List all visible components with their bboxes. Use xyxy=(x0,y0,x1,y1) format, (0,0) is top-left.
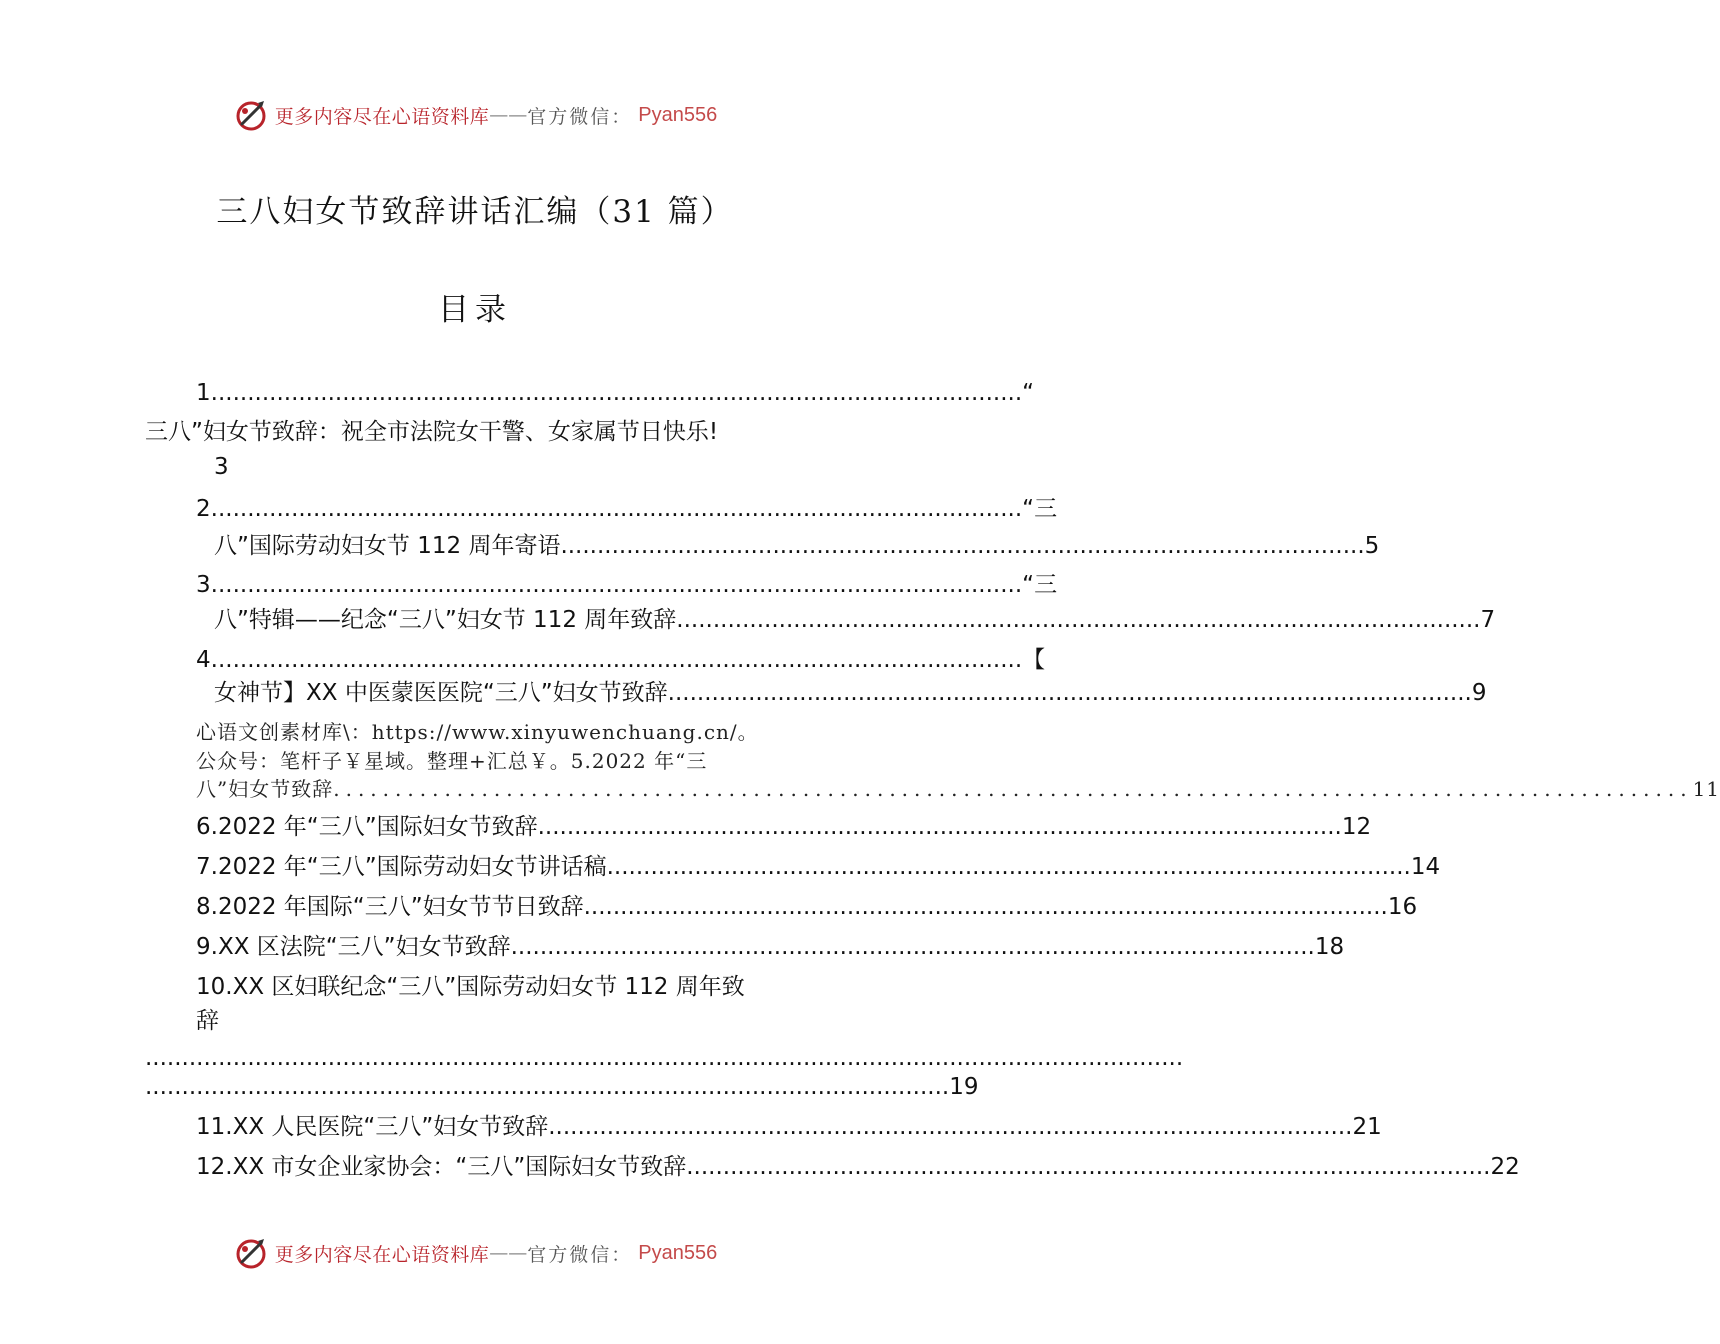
toc-leader-dots: .............................................................................................................. xyxy=(537,814,1342,840)
toc-entry-4-title: 女神节】XX 中医蒙医医院“三八”妇女节致辞 xyxy=(214,680,668,706)
toc-entry-6-page: 12 xyxy=(1341,814,1372,840)
toc-leader-dots: .............................................................................................................. xyxy=(583,894,1388,920)
toc-entry-2-line2[interactable] xyxy=(214,531,1380,561)
toc-entry-10-title-line2[interactable]: 辞 xyxy=(196,1008,219,1034)
toc-entry-6-title: 6.2022 年“三八”国际妇女节致辞 xyxy=(196,814,538,840)
toc-entry-3-title: 八”特辑——纪念“三八”妇女节 112 周年致辞 xyxy=(214,607,677,633)
toc-entry-5-account-line[interactable]: 公众号：笔杆子￥星域。整理+汇总￥。5.2022 年“三 xyxy=(196,749,708,773)
banner-sub-text: 官方微信： xyxy=(527,105,633,128)
banner-main-text: 更多内容尽在心语资料库 xyxy=(274,105,490,128)
toc-entry-2-title: 八”国际劳动妇女节 112 周年寄语 xyxy=(214,533,561,559)
toc-entry-7-title: 7.2022 年“三八”国际劳动妇女节讲话稿 xyxy=(196,854,607,880)
banner-main-text: 更多内容尽在心语资料库 xyxy=(274,1243,490,1266)
toc-leader-dots: .............................................................................................................................................. xyxy=(145,1045,1184,1071)
toc-entry-9-page: 18 xyxy=(1314,934,1345,960)
toc-entry-10-page: 19 xyxy=(949,1074,979,1100)
toc-entry-4-number: 4. xyxy=(196,647,218,673)
banner-wechat-id: Pyan556 xyxy=(638,103,718,126)
toc-leader-dots: .............................................................................................................. xyxy=(548,1114,1353,1140)
toc-entry-8[interactable] xyxy=(196,892,1418,922)
toc-leader-dots: .............................................................................................................. xyxy=(217,572,1023,598)
toc-entry-4-page: 9 xyxy=(1471,680,1487,706)
toc-entry-12-page: 22 xyxy=(1490,1154,1520,1180)
toc-entry-9-title: 9.XX 区法院“三八”妇女节致辞 xyxy=(196,934,511,960)
toc-entry-3-line2[interactable] xyxy=(214,605,1496,635)
toc-entry-10-page-line[interactable] xyxy=(145,1072,979,1102)
toc-entry-4-line2[interactable] xyxy=(214,678,1487,708)
document-title: 三八妇女节致辞讲话汇编（31 篇） xyxy=(216,194,734,230)
toc-entry-4-tail: 【 xyxy=(1022,647,1046,673)
banner-dash: —— xyxy=(489,1242,528,1264)
toc-entry-1-page: 3 xyxy=(214,454,229,480)
toc-entry-3-number: 3. xyxy=(196,572,218,598)
toc-leader-dots: .............................................................................................................. xyxy=(217,496,1023,522)
toc-entry-7-page: 14 xyxy=(1410,854,1441,880)
toc-entry-2-line1[interactable] xyxy=(196,494,1058,524)
toc-entry-2-number: 2. xyxy=(196,496,218,522)
toc-entry-3-tail: “三 xyxy=(1022,572,1058,598)
toc-leader-dots: .............................................................................................................. xyxy=(606,854,1411,880)
banner-wechat-id: Pyan556 xyxy=(638,1241,718,1264)
toc-entry-10-leader-line xyxy=(145,1043,1184,1073)
brush-logo-icon xyxy=(233,97,269,133)
toc-entry-6[interactable] xyxy=(196,812,1372,842)
footer-banner xyxy=(0,1233,950,1273)
toc-entry-11-title: 11.XX 人民医院“三八”妇女节致辞 xyxy=(196,1114,549,1140)
toc-entry-1-title[interactable]: 三八”妇女节致辞：祝全市法院女干警、女家属节日快乐! xyxy=(145,419,719,445)
banner-dash: —— xyxy=(489,104,528,126)
toc-leader-dots: .............................................................................................................. xyxy=(145,1074,950,1100)
toc-leader-dots: .............................................................................................................. xyxy=(560,533,1365,559)
header-banner xyxy=(0,95,950,135)
toc-entry-1-tail: “ xyxy=(1022,380,1035,406)
toc-entry-2-page: 5 xyxy=(1364,533,1380,559)
toc-leader-dots: .............................................................................................................. xyxy=(217,647,1023,673)
toc-entry-11[interactable] xyxy=(196,1112,1382,1142)
toc-entry-4-line1[interactable] xyxy=(196,645,1046,675)
toc-entry-9[interactable] xyxy=(196,932,1345,962)
banner-sub-text: 官方微信： xyxy=(527,1243,633,1266)
toc-leader-dots: .............................................................................................................. xyxy=(510,934,1315,960)
toc-entry-8-title: 8.2022 年国际“三八”妇女节节日致辞 xyxy=(196,894,584,920)
toc-entry-5-source-line: 心语文创素材库\：https://www.xinyuwenchuang.cn/。 xyxy=(196,720,759,744)
toc-leader-dots: .............................................................................................................. xyxy=(667,680,1472,706)
toc-entry-3-page: 7 xyxy=(1480,607,1496,633)
toc-entry-2-tail: “三 xyxy=(1022,496,1058,522)
toc-entry-3-line1[interactable] xyxy=(196,570,1058,600)
toc-entry-7[interactable] xyxy=(196,852,1441,882)
toc-heading: 目录 xyxy=(438,292,512,328)
toc-leader-dots: .............................................................................................................. xyxy=(686,1154,1491,1180)
toc-leader-dots: .............................................................................................................. xyxy=(217,380,1023,406)
toc-entry-1-line1[interactable] xyxy=(196,378,1035,408)
toc-leader-dots: .............................................................................................................. xyxy=(333,777,1693,801)
toc-entry-5-page: 11 xyxy=(1692,777,1720,801)
toc-entry-10-title-line1[interactable]: 10.XX 区妇联纪念“三八”国际劳动妇女节 112 周年致 xyxy=(196,974,745,1000)
toc-leader-dots: .............................................................................................................. xyxy=(676,607,1481,633)
toc-entry-5-line3[interactable] xyxy=(196,775,1720,803)
toc-entry-12-title: 12.XX 市女企业家协会：“三八”国际妇女节致辞 xyxy=(196,1154,687,1180)
toc-entry-11-page: 21 xyxy=(1352,1114,1382,1140)
toc-entry-8-page: 16 xyxy=(1387,894,1418,920)
toc-entry-1-number: 1. xyxy=(196,380,218,406)
toc-entry-5-title: 八”妇女节致辞 xyxy=(196,777,334,801)
toc-entry-12[interactable] xyxy=(196,1152,1520,1182)
brush-logo-icon xyxy=(233,1235,269,1271)
